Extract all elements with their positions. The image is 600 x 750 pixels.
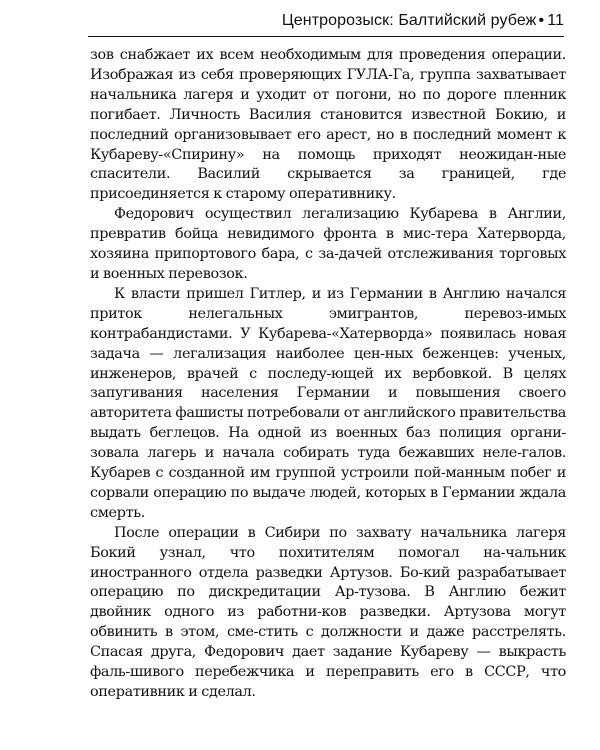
header-separator: •: [538, 12, 545, 29]
book-title: Центророзыск: Балтийский рубеж: [281, 12, 537, 29]
paragraph-1: зов снабжает их всем необходимым для проведения операции. Изображая из себя проверяющих ГУЛА-Га, группа захватывает начальника лагеря и уходит от погони, но по дороге пленник погибает. Личность Василия становится известной Бокию, и последний организовывает его арест, но в последний момент к Кубареву-«Спирину» на помощь приходят неожидан-ные спасители. Василий скрывается за границей, где присоединяется к старому оперативнику.: [90, 47, 566, 203]
paragraph-3: К власти пришел Гитлер, и из Германии в Англию начался приток нелегальных эмигрантов, перевоз-имых контрабандистами. У Кубарева-«Хатерворда» появилась новая задача — легализация наиболее цен-ных беженцев: ученых, инженеров, врачей с последу-ющей их вербовкой. В целях запугивания населения Германии и повышения своего авторитета фашисты потребовали от английского правительства выдать беглецов. На одной из военных баз полиция органи-зовала лагерь и начала собирать туда бежавших неле-галов. Кубарев с созданной им группой устроили пой-манным побег и сорвали операцию по выдаче людей, которых в Германии ждала смерть.: [90, 285, 566, 521]
paragraph-4: После операции в Сибири по захвату начальника лагеря Бокий узнал, что похитителям помогал на-чальник иностранного отдела разведки Артузов. Бо-кий разрабатывает операцию по дискредитации Ар-тузова. В Англию бежит двойник одного из работни-ков разведки. Артузова могут обвинить в этом, сме-стить с должности и даже расстрелять. Спасая друга, Федорович дает задание Кубареву — выкрасть фаль-шивого перебежчика и переправить его в СССР, что оперативник и сделал.: [90, 524, 566, 700]
page-number: 11: [547, 12, 564, 29]
paragraph-2: Федорович осуществил легализацию Кубарева в Англии, превратив бойца невидимого фронта в мис-тера Хатерворда, хозяина припортового бара, с за-дачей отслеживания торговых и военных перевозок.: [90, 206, 566, 282]
body-text: [90, 46, 566, 703]
running-header: [88, 6, 564, 37]
